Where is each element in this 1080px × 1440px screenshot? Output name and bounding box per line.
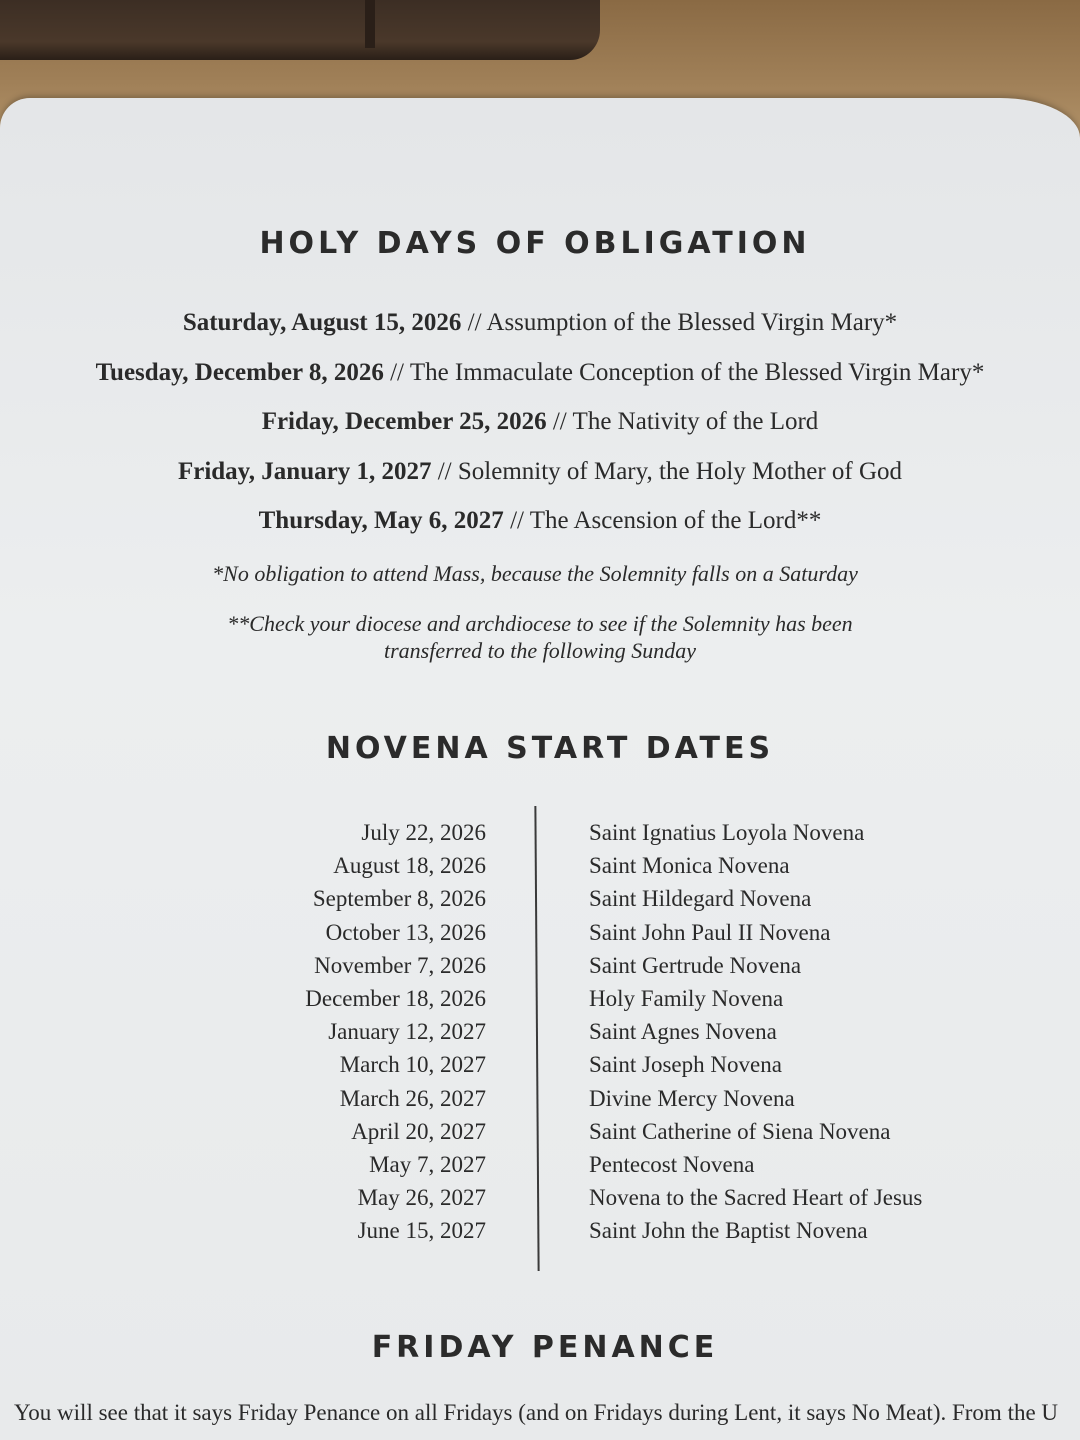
novena-row <box>0 849 1080 882</box>
diocese-footnote <box>0 610 1080 664</box>
book-page <box>0 98 1080 1440</box>
diocese-footnote-line-1: **Check your diocese and archdiocese to see if the Solemnity has been <box>227 611 853 636</box>
novena-heading: NOVENA START DATES <box>325 731 775 766</box>
novena-name: Saint Catherine of Siena Novena <box>589 1118 891 1144</box>
novena-row <box>0 1015 1080 1048</box>
saturday-footnote: *No obligation to attend Mass, because the Solemnity falls on a Saturday <box>212 561 858 586</box>
holy-day-date: Friday, December 25, 2026 <box>261 408 547 435</box>
novena-name: Novena to the Sacred Heart of Jesus <box>589 1185 923 1211</box>
novena-date: May 26, 2027 <box>357 1185 486 1211</box>
holy-day-feast: The Ascension of the Lord** <box>529 507 822 534</box>
holy-day-row <box>0 452 1080 502</box>
holy-day-row <box>0 501 1080 551</box>
novena-name: Saint Monica Novena <box>589 853 790 879</box>
novena-name: Saint John Paul II Novena <box>589 919 831 945</box>
novena-date: August 18, 2026 <box>333 853 486 879</box>
novena-table <box>0 816 1080 1247</box>
novena-date: October 13, 2026 <box>325 919 486 945</box>
holy-day-feast: The Nativity of the Lord <box>572 408 819 435</box>
novena-row <box>0 982 1080 1015</box>
holy-days-list <box>0 303 1080 551</box>
novena-name: Saint Ignatius Loyola Novena <box>589 820 865 845</box>
holy-day-row <box>0 402 1080 452</box>
diocese-footnote-line-2: transferred to the following Sunday <box>383 638 697 663</box>
novena-date: March 26, 2027 <box>339 1085 486 1111</box>
novena-name: Saint Gertrude Novena <box>589 952 802 978</box>
novena-date: January 12, 2027 <box>328 1019 486 1045</box>
holy-day-separator: // <box>461 309 487 336</box>
novena-row <box>0 1181 1080 1214</box>
novena-name: Saint Hildegard Novena <box>589 886 812 912</box>
novena-name: Pentecost Novena <box>589 1151 755 1177</box>
novena-row <box>0 949 1080 982</box>
holy-days-heading: HOLY DAYS OF OBLIGATION <box>259 226 811 261</box>
novena-row <box>0 816 1080 849</box>
holy-day-feast: Solemnity of Mary, the Holy Mother of God <box>457 457 903 485</box>
holy-day-date: Thursday, May 6, 2027 <box>258 507 504 534</box>
holy-day-date: Friday, January 1, 2027 <box>177 457 432 485</box>
novena-row <box>0 1148 1080 1181</box>
holy-day-date: Tuesday, December 8, 2026 <box>95 358 384 386</box>
holy-day-separator: // <box>431 457 458 485</box>
novena-row <box>0 1115 1080 1148</box>
novena-name: Divine Mercy Novena <box>589 1085 795 1111</box>
friday-penance-text: You will see that it says Friday Penance on all Fridays (and on Fridays during Lent, it says No Meat). From the U <box>14 1400 1059 1425</box>
novena-name: Saint Agnes Novena <box>589 1019 777 1045</box>
novena-row <box>0 916 1080 949</box>
friday-penance-heading: FRIDAY PENANCE <box>371 1330 719 1365</box>
novena-date: September 8, 2026 <box>312 886 486 912</box>
novena-date: June 15, 2027 <box>357 1218 486 1244</box>
novena-date: March 10, 2027 <box>339 1052 486 1078</box>
novena-date: November 7, 2026 <box>314 952 486 978</box>
novena-date: April 20, 2027 <box>351 1118 486 1144</box>
leather-book-cover <box>0 0 600 60</box>
novena-row <box>0 1048 1080 1081</box>
novena-row <box>0 1214 1080 1247</box>
novena-date: December 18, 2026 <box>305 985 486 1011</box>
novena-row <box>0 882 1080 915</box>
novena-name: Saint Joseph Novena <box>589 1052 782 1078</box>
novena-date: May 7, 2027 <box>369 1151 486 1177</box>
holy-day-separator: // <box>383 358 410 386</box>
holy-day-feast: The Immaculate Conception of the Blessed Virgin Mary* <box>409 358 985 386</box>
holy-day-row <box>0 303 1080 353</box>
novena-date: July 22, 2026 <box>361 820 486 845</box>
novena-row <box>0 1082 1080 1115</box>
holy-day-separator: // <box>546 408 573 435</box>
holy-day-separator: // <box>503 507 530 534</box>
holy-day-feast: Assumption of the Blessed Virgin Mary* <box>486 309 898 336</box>
holy-day-date: Saturday, August 15, 2026 <box>182 309 462 336</box>
novena-name: Holy Family Novena <box>589 985 784 1011</box>
holy-day-row <box>0 353 1080 403</box>
novena-name: Saint John the Baptist Novena <box>589 1218 868 1244</box>
